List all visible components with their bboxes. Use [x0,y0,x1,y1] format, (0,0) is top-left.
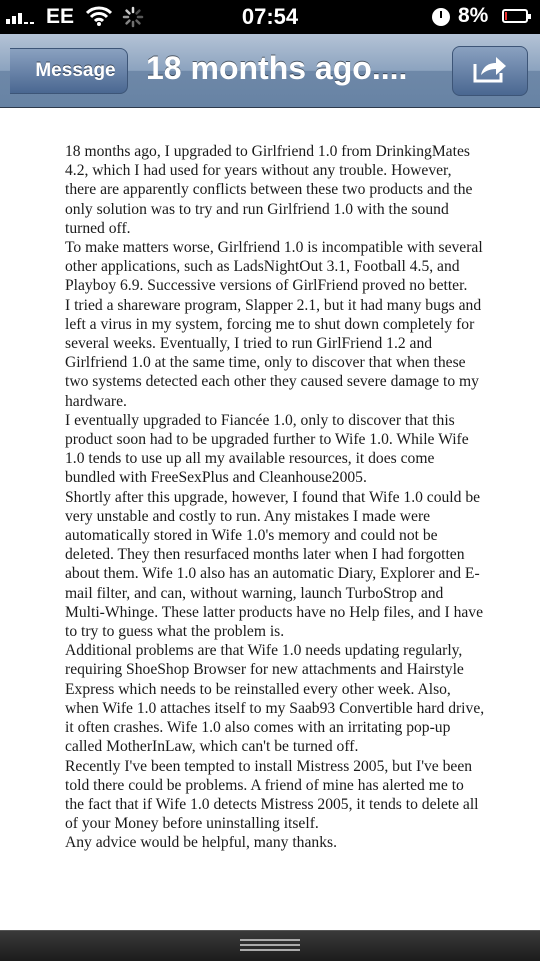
back-button[interactable] [10,48,128,94]
status-bar [0,0,540,34]
battery-icon [502,9,528,23]
message-paragraph: I tried a shareware program, Slapper 2.1, but it had many bugs and left a virus in my system, forcing me to shut down completely for several weeks. Eventually, I tried to run GirlFriend 1.2 and Girlfriend 1.0 at the same time, only to discover that when these two systems detected each other they caused severe damage to my hardware. [65,296,482,410]
page-title: 18 months ago.... [146,50,408,86]
grip-handle-icon[interactable] [240,939,300,953]
message-paragraph: 18 months ago, I upgraded to Girlfriend 1.0 from DrinkingMates 4.2, which I had used for years without any trouble. However, there are apparently conflicts between these two products and the only solution was to try and run Girlfriend 1.0 with the sound turned off. [65,143,473,237]
carrier-name: EE [46,5,75,28]
message-paragraph: To make matters worse, Girlfriend 1.0 is incompatible with several other applications, such as LadsNightOut 3.1, Football 4.5, and Playboy 6.9. Successive versions of GirlFriend proved no better. [65,239,483,295]
share-icon [471,54,509,89]
message-paragraph: I eventually upgraded to Fiancée 1.0, only to discover that this product soon had to be upgraded further to Wife 1.0. While Wife 1.0 tends to use up all my available resources, it does come bundled with FreeSexPlus and Cleanhouse2005. [65,411,469,487]
battery-fill [505,12,507,20]
share-button[interactable] [452,46,528,96]
navigation-bar [0,34,540,108]
orientation-lock-icon [432,8,450,26]
message-paragraph: Recently I've been tempted to install Mistress 2005, but I've been told there could be problems. A friend of mine has alerted me to the fact that if Wife 1.0 detects Mistress 2005, it tends to delete all of your Money before uninstalling itself. [65,757,479,833]
battery-percent: 8% [458,4,489,27]
status-time: 07:54 [241,4,299,29]
message-paragraph: Any advice would be helpful, many thanks. [65,834,337,852]
message-body [65,142,485,853]
message-paragraph: Additional problems are that Wife 1.0 needs updating regularly, requiring ShoeShop Browser for new attachments and Hairstyle Express which needs to be reinstalled every other week. Also, when Wife 1.0 attaches itself to my Saab93 Convertible hard drive, it often crashes. Wife 1.0 also comes with an irritating pop-up called MotherInLaw, which can't be turned off. [65,642,485,756]
message-paragraph: Shortly after this upgrade, however, I found that Wife 1.0 could be very unstable and costly to run. Any mistakes I made were automatically stored in Wife 1.0's memory and could not be deleted. They then resurfaced months later when I had forgotten about them. Wife 1.0 also has an automatic Diary, Explorer and E-mail filter, and can, without warning, launch TurboStrop and Multi-Whinge. These latter products have no Help files, and I have to try to guess what the problem is. [65,488,484,641]
bottom-bar [0,930,540,961]
back-button-label: Message [35,60,116,81]
